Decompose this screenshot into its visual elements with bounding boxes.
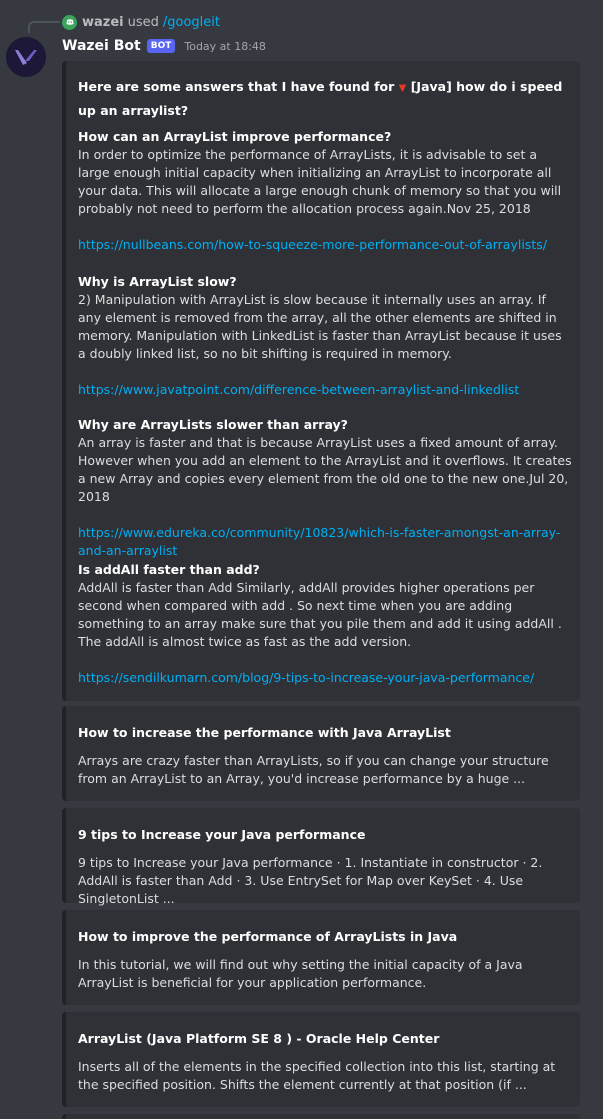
answer-link[interactable]: https://nullbeans.com/how-to-squeeze-more-performance-out-of-arraylists/ <box>78 237 547 252</box>
result-title[interactable]: How to improve the performance of ArrayLists in Java <box>78 929 458 944</box>
answer-link[interactable]: https://www.edureka.co/community/10823/which-is-faster-amongst-an-array-and-an-arraylist <box>78 525 561 558</box>
result-description: Arrays are crazy faster than ArrayLists, so if you can change your structure from an ArrayList to an Array, you'd increase performance by a huge ... <box>78 753 549 786</box>
answer-text: AddAll is faster than Add Similarly, addAll provides higher operations per second when compared with add . So next time when you are adding something to an array make sure that you pile them and add it using addAll . The addAll is almost twice as fast as the add version. <box>78 580 562 649</box>
result-embed <box>62 808 580 906</box>
bot-tag: BOT <box>147 39 176 53</box>
answer-text: 2) Manipulation with ArrayList is slow because it internally uses an array. If any element is removed from the array, all the other elements are shifted in memory. Manipulation with LinkedList is faster than ArrayList because it uses a doubly linked list, so no bit shifting is required in memory. <box>78 292 562 361</box>
embed-title-prefix: Here are some answers that I have found for <box>78 79 395 94</box>
embed-title <box>78 76 572 122</box>
answer-section <box>78 128 572 254</box>
result-description: 9 tips to Increase your Java performance · 1. Instantiate in constructor · 2. AddAll is faster than Add · 3. Use EntrySet for Map over KeySet · 4. Use SingletonList ... <box>78 855 543 906</box>
answer-section <box>78 416 572 560</box>
result-embed-partial <box>62 1114 580 1119</box>
avatar[interactable] <box>6 37 46 77</box>
answer-link[interactable]: https://sendilkumarn.com/blog/9-tips-to-increase-your-java-performance/ <box>78 670 535 685</box>
timestamp[interactable]: Today at 18:48 <box>184 39 266 53</box>
result-title[interactable]: How to increase the performance with Java ArrayList <box>78 725 451 740</box>
valorant-logo-icon <box>6 37 46 77</box>
result-title[interactable]: ArrayList (Java Platform SE 8 ) - Oracle Help Center <box>78 1031 440 1046</box>
answer-question: How can an ArrayList improve performance? <box>78 129 392 144</box>
answer-section <box>78 273 572 399</box>
reply-command[interactable]: /googleit <box>162 14 221 30</box>
reply-connector <box>28 21 60 33</box>
result-embed <box>62 910 580 1005</box>
result-description: Inserts all of the elements in the specified collection into this list, starting at the specified position. Shifts the element currently at that position (if ... <box>78 1059 556 1092</box>
embed-main <box>62 61 580 701</box>
answer-section <box>78 561 572 687</box>
answer-question: Why is ArrayList slow? <box>78 274 237 289</box>
answer-question: Is addAll faster than add? <box>78 562 260 577</box>
discord-icon <box>62 15 77 30</box>
result-description: In this tutorial, we will find out why setting the initial capacity of a Java ArrayList is beneficial for your application performance. <box>78 957 523 990</box>
red-triangle-icon: ▼ <box>398 83 407 94</box>
reply-username[interactable]: wazei <box>82 14 124 30</box>
message-header <box>62 36 266 56</box>
embed-title-suffix: [Java] how do i speed up an arraylist? <box>78 79 563 118</box>
result-embed <box>62 706 580 801</box>
result-title[interactable]: 9 tips to Increase your Java performance <box>78 827 366 842</box>
answer-question: Why are ArrayLists slower than array? <box>78 417 348 432</box>
reply-used-text: used <box>127 14 159 30</box>
answer-text: An array is faster and that is because ArrayList uses a fixed amount of array. However when you add an element to the ArrayList and it overflows. It creates a new Array and copies every element from the old one to the new one.Jul 20, 2018 <box>78 435 572 504</box>
username[interactable]: Wazei Bot <box>62 38 141 54</box>
answer-text: In order to optimize the performance of ArrayLists, it is advisable to set a large enough initial capacity when initializing an ArrayList to incorporate all your data. This will allocate a large enough chunk of memory so that you will probably not need to perform the allocation process again.Nov 25, 2018 <box>78 147 562 216</box>
result-embed <box>62 1012 580 1107</box>
reply-reference[interactable] <box>62 13 220 31</box>
answer-link[interactable]: https://www.javatpoint.com/difference-between-arraylist-and-linkedlist <box>78 382 520 397</box>
